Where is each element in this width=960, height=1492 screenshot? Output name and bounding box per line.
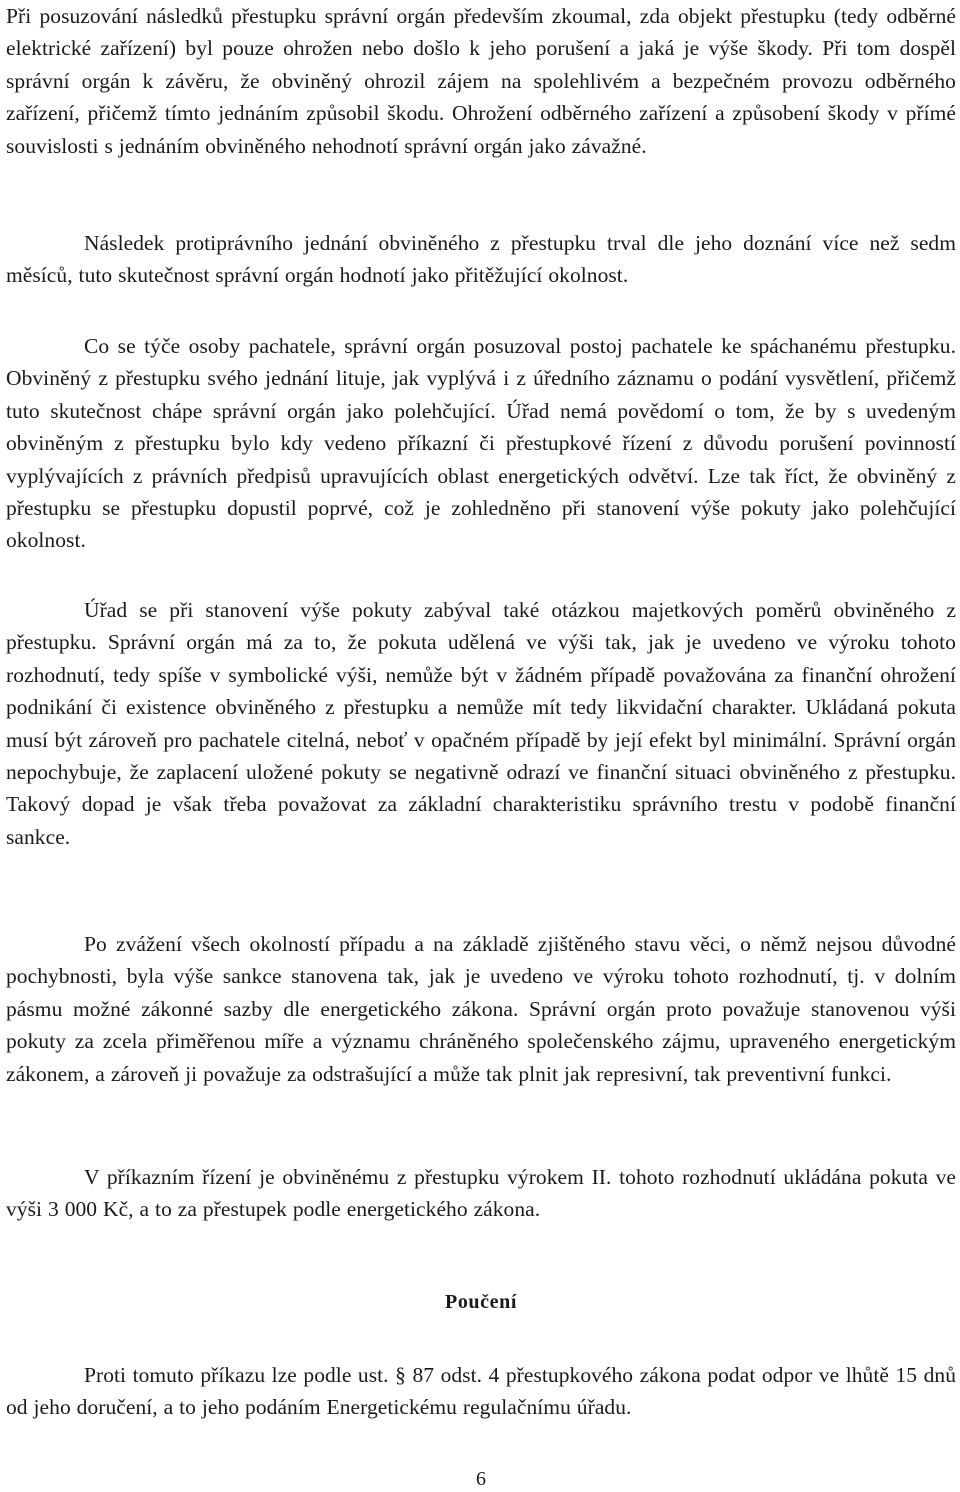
- paragraph-penalty: V příkazním řízení je obviněnému z přestupku výrokem II. tohoto rozhodnutí ukládána pokuta ve výši 3 000 Kč, a to za přestupek podle energetického zákona.: [6, 1165, 956, 1222]
- paragraph-property: Úřad se při stanovení výše pokuty zabýval také otázkou majetkových poměrů obviněného z přestupku. Správní orgán má za to, že pokuta udělená ve výši tak, jak je uvedeno ve výroku tohoto rozhodnutí, tedy spíše v symbolické výši, nemůže být v žádném případě považována za finanční ohrožení podnikání či existence obviněného z přestupku a nemůže mít tedy likvidační charakter. Ukládaná pokuta musí být zároveň pro pachatele citelná, neboť v opačném případě by její efekt byl minimální. Správní orgán nepochybuje, že zaplacení uložené pokuty se negativně odrazí ve finanční situaci obviněného z přestupku. Takový dopad je však třeba považovat za základní charakteristiku správního trestu v podobě finanční sankce.: [6, 598, 956, 849]
- document-page: [6, 0, 956, 1492]
- paragraph-duration: Následek protiprávního jednání obviněného z přestupku trval dle jeho doznání více než sedm měsíců, tuto skutečnost správní orgán hodnotí jako přitěžující okolnost.: [6, 231, 956, 288]
- page-number: 6: [476, 1468, 486, 1490]
- instruction-paragraph: Proti tomuto příkazu lze podle ust. § 87 odst. 4 přestupkového zákona podat odpor ve lhůtě 15 dnů od jeho doručení, a to jeho podáním Energetickému regulačnímu úřadu.: [6, 1363, 956, 1420]
- paragraph-offender: Co se týče osoby pachatele, správní orgán posuzoval postoj pachatele ke spáchanému přestupku. Obviněný z přestupku svého jednání lituje, jak vyplývá i z úředního záznamu o podání vysvětlení, přičemž tuto skutečnost chápe správní orgán jako polehčující. Úřad nemá povědomí o tom, že by s uvedeným obviněným z přestupku bylo kdy vedeno příkazní či přestupkové řízení z důvodu porušení povinností vyplývajících z právních předpisů upravujících oblast energetických odvětví. Lze tak říct, že obviněný z přestupku se přestupku dopustil poprvé, což je zohledněno při stanovení výše pokuty jako polehčující okolnost.: [6, 334, 956, 553]
- paragraph-consequences: Při posuzování následků přestupku správní orgán především zkoumal, zda objekt přestupku (tedy odběrné elektrické zařízení) byl pouze ohrožen nebo došlo k jeho porušení a jaká je výše škody. Při tom dospěl správní orgán k závěru, že obviněný ohrozil zájem na spolehlivém a bezpečném provozu odběrného zařízení, přičemž tímto jednáním způsobil škodu. Ohrožení odběrného zařízení a způsobení škody v přímé souvislosti s jednáním obviněného nehodnotí správní orgán jako závažné.: [6, 4, 956, 158]
- instruction-heading: Poučení: [445, 1291, 517, 1313]
- paragraph-assessment: Po zvážení všech okolností případu a na základě zjištěného stavu věci, o němž nejsou důvodné pochybnosti, byla výše sankce stanovena tak, jak je uvedeno ve výroku tohoto rozhodnutí, tj. v dolním pásmu možné zákonné sazby dle energetického zákona. Správní orgán proto považuje stanovenou výši pokuty za zcela přiměřenou míře a významu chráněného společenského zájmu, upraveného energetickým zákonem, a zároveň ji považuje za odstrašující a může tak plnit jak represivní, tak preventivní funkci.: [6, 932, 956, 1086]
